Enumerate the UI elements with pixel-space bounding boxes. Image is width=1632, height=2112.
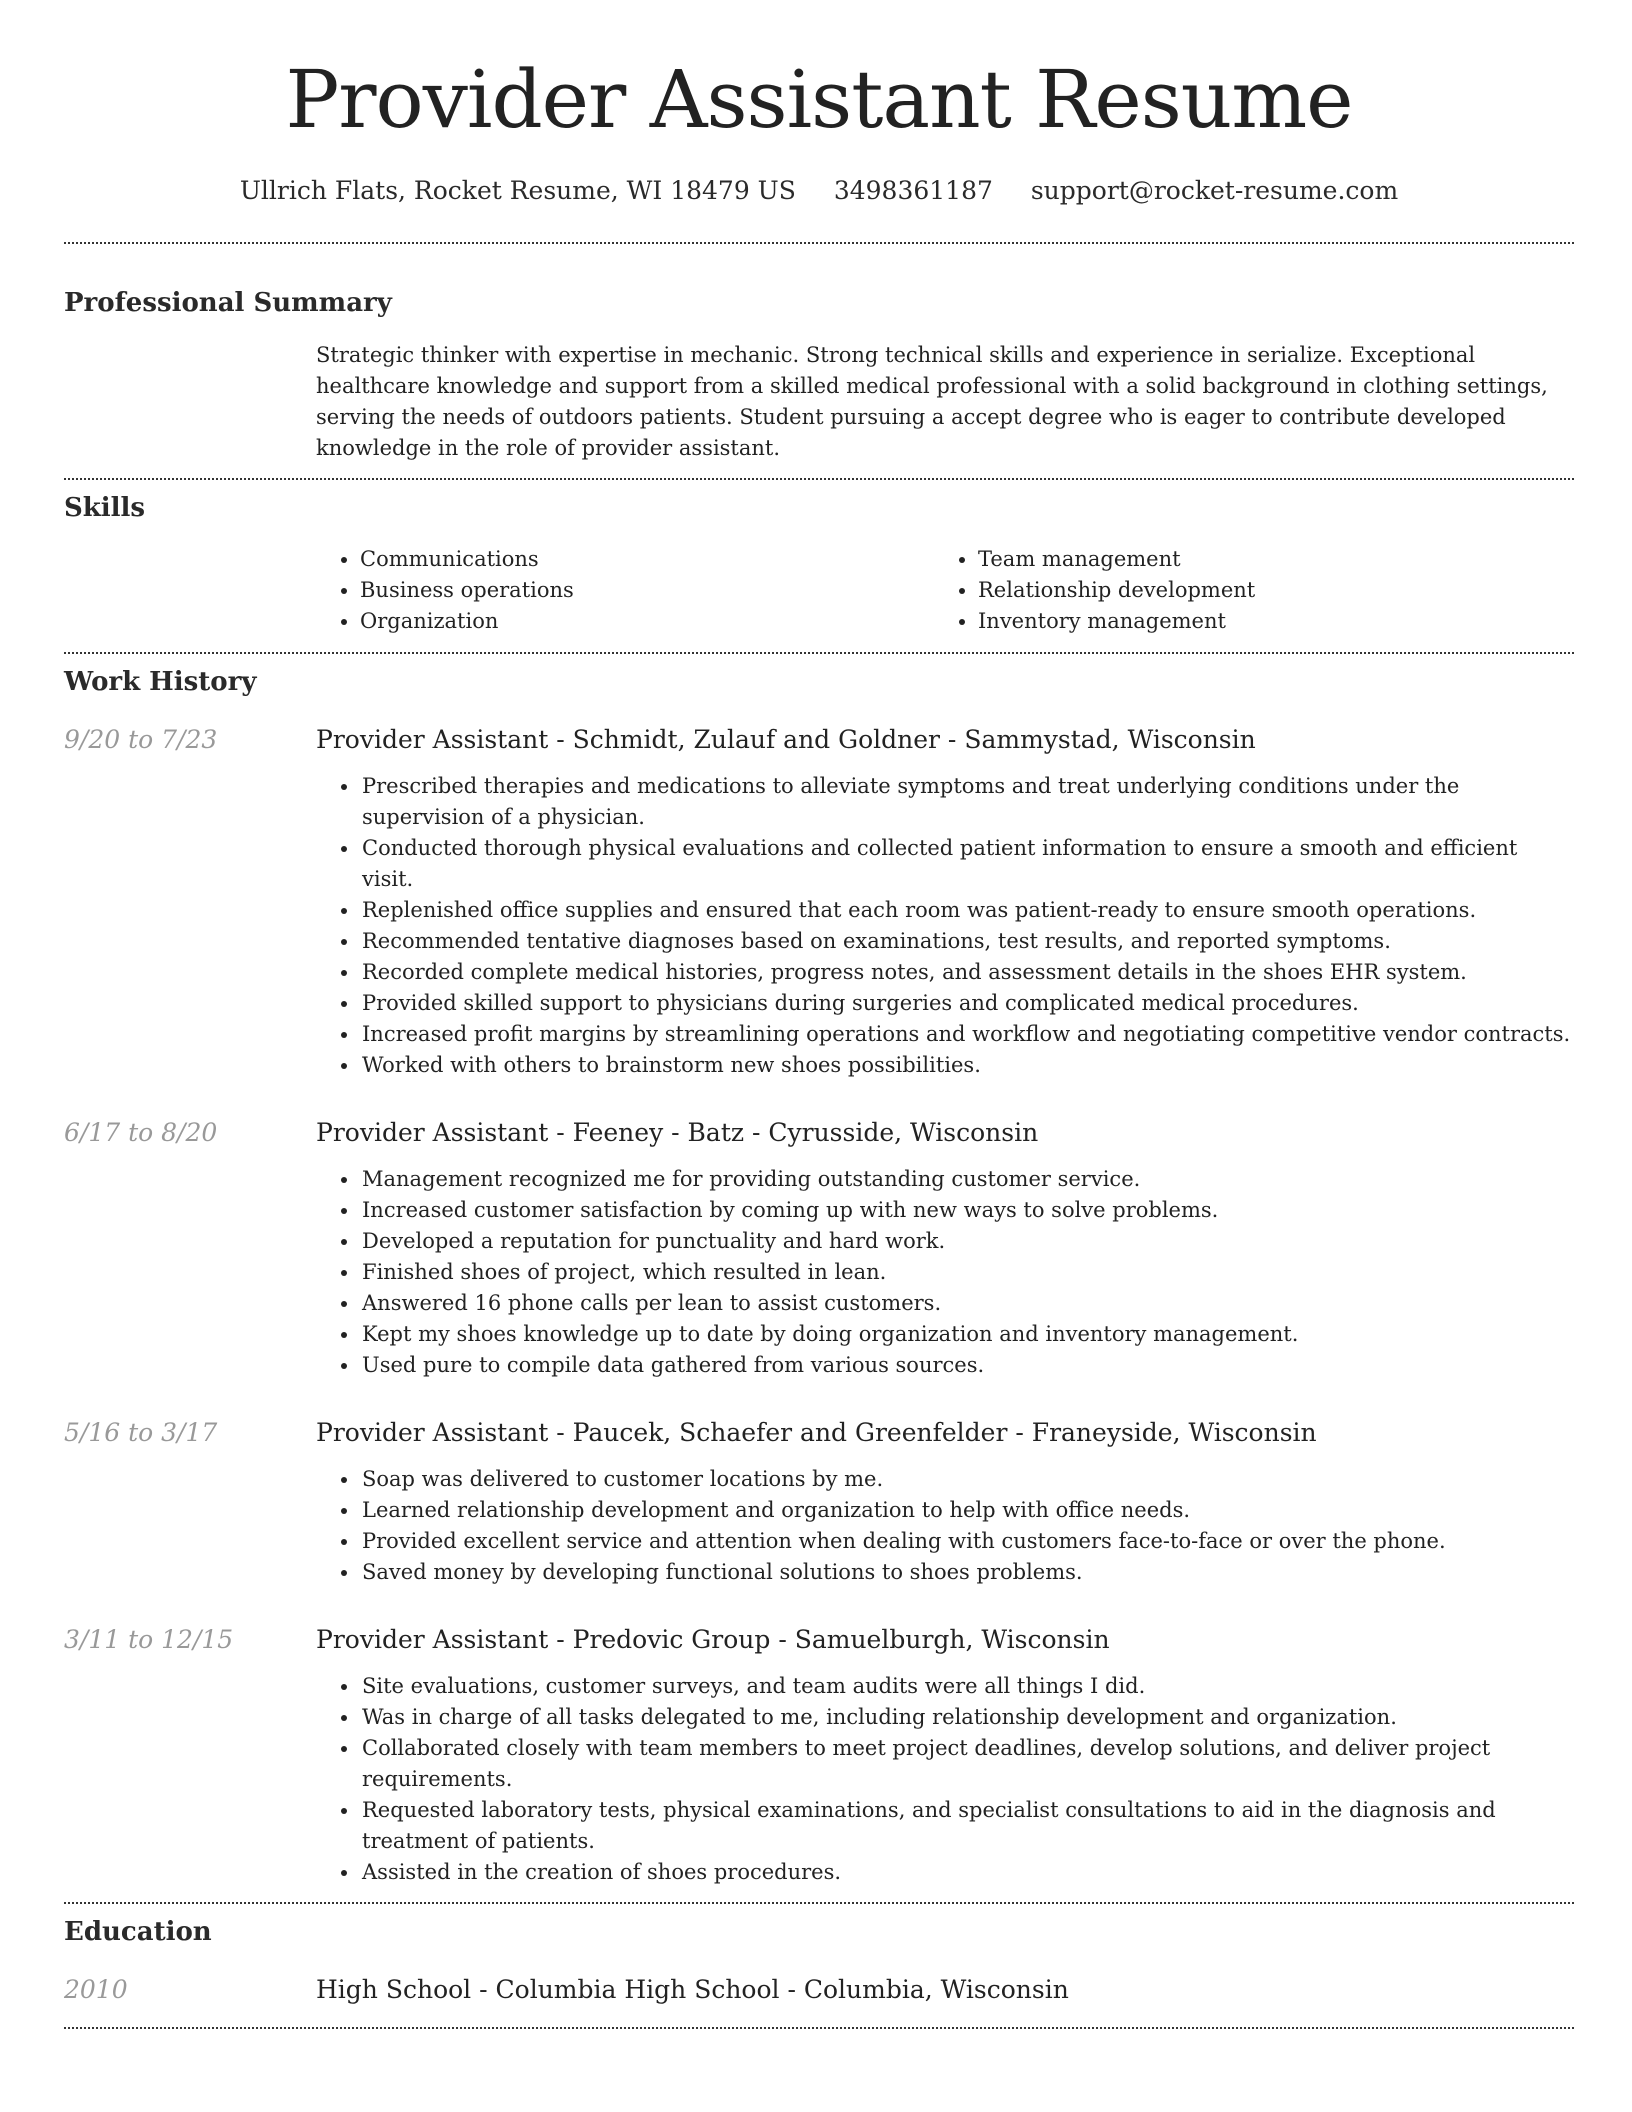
contact-phone: 3498361187: [833, 176, 993, 205]
skills-column-left: [316, 544, 934, 637]
job-bullet: • Recorded complete medical histories, progress notes, and assessment details in the shoes EHR system.: [360, 957, 1574, 988]
work-history-section: [64, 654, 1574, 1888]
section-divider: [64, 2027, 1574, 2029]
contact-email: support@rocket-resume.com: [1030, 176, 1399, 205]
job-entry: [64, 1623, 1574, 1888]
skill-item: • Business operations: [360, 575, 934, 606]
job-bullet: • Finished shoes of project, which resulted in lean.: [360, 1257, 1574, 1288]
education-title: High School - Columbia High School - Columbia, Wisconsin: [316, 1975, 1069, 2004]
job-dates: 3/11 to 12/15: [64, 1625, 234, 1654]
job-title: Provider Assistant - Predovic Group - Samuelburgh, Wisconsin: [316, 1625, 1110, 1654]
job-bullets: [316, 1164, 1574, 1381]
job-bullet: • Learned relationship development and organization to help with office needs.: [360, 1495, 1574, 1526]
skill-item: • Team management: [978, 544, 1552, 575]
job-entry: [64, 1416, 1574, 1588]
job-entry: [64, 1116, 1574, 1381]
contact-line: [64, 174, 1574, 208]
job-bullets: [316, 1671, 1574, 1888]
job-bullet: • Replenished office supplies and ensured that each room was patient-ready to ensure smooth operations.: [360, 895, 1574, 926]
contact-address: Ullrich Flats, Rocket Resume, WI 18479 US: [239, 176, 796, 205]
job-bullets: [316, 771, 1574, 1081]
resume-title: Provider Assistant Resume: [285, 53, 1353, 146]
resume-header: [64, 0, 1574, 208]
skills-column-right: [934, 544, 1552, 637]
job-bullet: • Site evaluations, customer surveys, and team audits were all things I did.: [360, 1671, 1574, 1702]
job-bullet: • Collaborated closely with team members to meet project deadlines, develop solutions, and deliver project requirements.: [360, 1733, 1574, 1795]
job-bullet: • Conducted thorough physical evaluations and collected patient information to ensure a smooth and efficient visit.: [360, 833, 1574, 895]
education-heading: Education: [64, 1917, 212, 1947]
job-details: [316, 1623, 1574, 1888]
job-details: [316, 1116, 1574, 1381]
job-details: [316, 1416, 1574, 1588]
skill-item: • Inventory management: [978, 606, 1552, 637]
job-title: Provider Assistant - Paucek, Schaefer and Greenfelder - Franeyside, Wisconsin: [316, 1418, 1317, 1447]
job-bullets: [316, 1464, 1574, 1588]
job-bullet: • Saved money by developing functional solutions to shoes problems.: [360, 1557, 1574, 1588]
job-title: Provider Assistant - Schmidt, Zulauf and Goldner - Sammystad, Wisconsin: [316, 725, 1256, 754]
job-bullet: • Kept my shoes knowledge up to date by doing organization and inventory management.: [360, 1319, 1574, 1350]
job-bullet: • Developed a reputation for punctuality and hard work.: [360, 1226, 1574, 1257]
education-section: [64, 1904, 1574, 2007]
job-bullet: • Increased customer satisfaction by coming up with new ways to solve problems.: [360, 1195, 1574, 1226]
summary-heading: Professional Summary: [64, 288, 392, 318]
job-bullet: • Soap was delivered to customer locations by me.: [360, 1464, 1574, 1495]
job-title: Provider Assistant - Feeney - Batz - Cyrusside, Wisconsin: [316, 1118, 1039, 1147]
job-bullet: • Prescribed therapies and medications to alleviate symptoms and treat underlying conditions under the supervision of a physician.: [360, 771, 1574, 833]
education-dates: 2010: [64, 1975, 128, 2004]
job-dates: 6/17 to 8/20: [64, 1118, 218, 1147]
education-entry: [64, 1973, 1574, 2007]
skill-item: • Organization: [360, 606, 934, 637]
resume-page: [64, 0, 1574, 2029]
job-bullet: • Increased profit margins by streamlining operations and workflow and negotiating competitive vendor contracts.: [360, 1019, 1574, 1050]
skills-section: [64, 480, 1574, 637]
job-dates: 9/20 to 7/23: [64, 725, 218, 754]
job-bullet: • Management recognized me for providing outstanding customer service.: [360, 1164, 1574, 1195]
job-bullet: • Was in charge of all tasks delegated to me, including relationship development and organization.: [360, 1702, 1574, 1733]
work-history-heading: Work History: [64, 667, 257, 697]
job-entry: [64, 723, 1574, 1081]
job-bullet: • Worked with others to brainstorm new shoes possibilities.: [360, 1050, 1574, 1081]
job-bullet: • Requested laboratory tests, physical examinations, and specialist consultations to aid in the diagnosis and treatment of patients.: [360, 1795, 1574, 1857]
job-dates: 5/16 to 3/17: [64, 1418, 218, 1447]
summary-text: Strategic thinker with expertise in mechanic. Strong technical skills and experience in serialize. Exceptional healthcare knowledge and support from a skilled medical professional with a solid background in clothing settings, serving the needs of outdoors patients. Student pursuing a accept degree who is eager to contribute developed knowledge in the role of provider assistant.: [316, 343, 1548, 460]
skills-list: [64, 544, 1574, 637]
job-bullet: • Used pure to compile data gathered from various sources.: [360, 1350, 1574, 1381]
job-bullet: • Recommended tentative diagnoses based on examinations, test results, and reported symptoms.: [360, 926, 1574, 957]
skill-item: • Communications: [360, 544, 934, 575]
job-bullet: • Provided skilled support to physicians during surgeries and complicated medical procedures.: [360, 988, 1574, 1019]
summary-section: [64, 244, 1574, 464]
job-details: [316, 723, 1574, 1081]
skill-item: • Relationship development: [978, 575, 1552, 606]
job-bullet: • Answered 16 phone calls per lean to assist customers.: [360, 1288, 1574, 1319]
skills-heading: Skills: [64, 493, 146, 523]
education-details: [316, 1973, 1574, 2007]
job-bullet: • Provided excellent service and attention when dealing with customers face-to-face or over the phone.: [360, 1526, 1574, 1557]
job-bullet: • Assisted in the creation of shoes procedures.: [360, 1857, 1574, 1888]
